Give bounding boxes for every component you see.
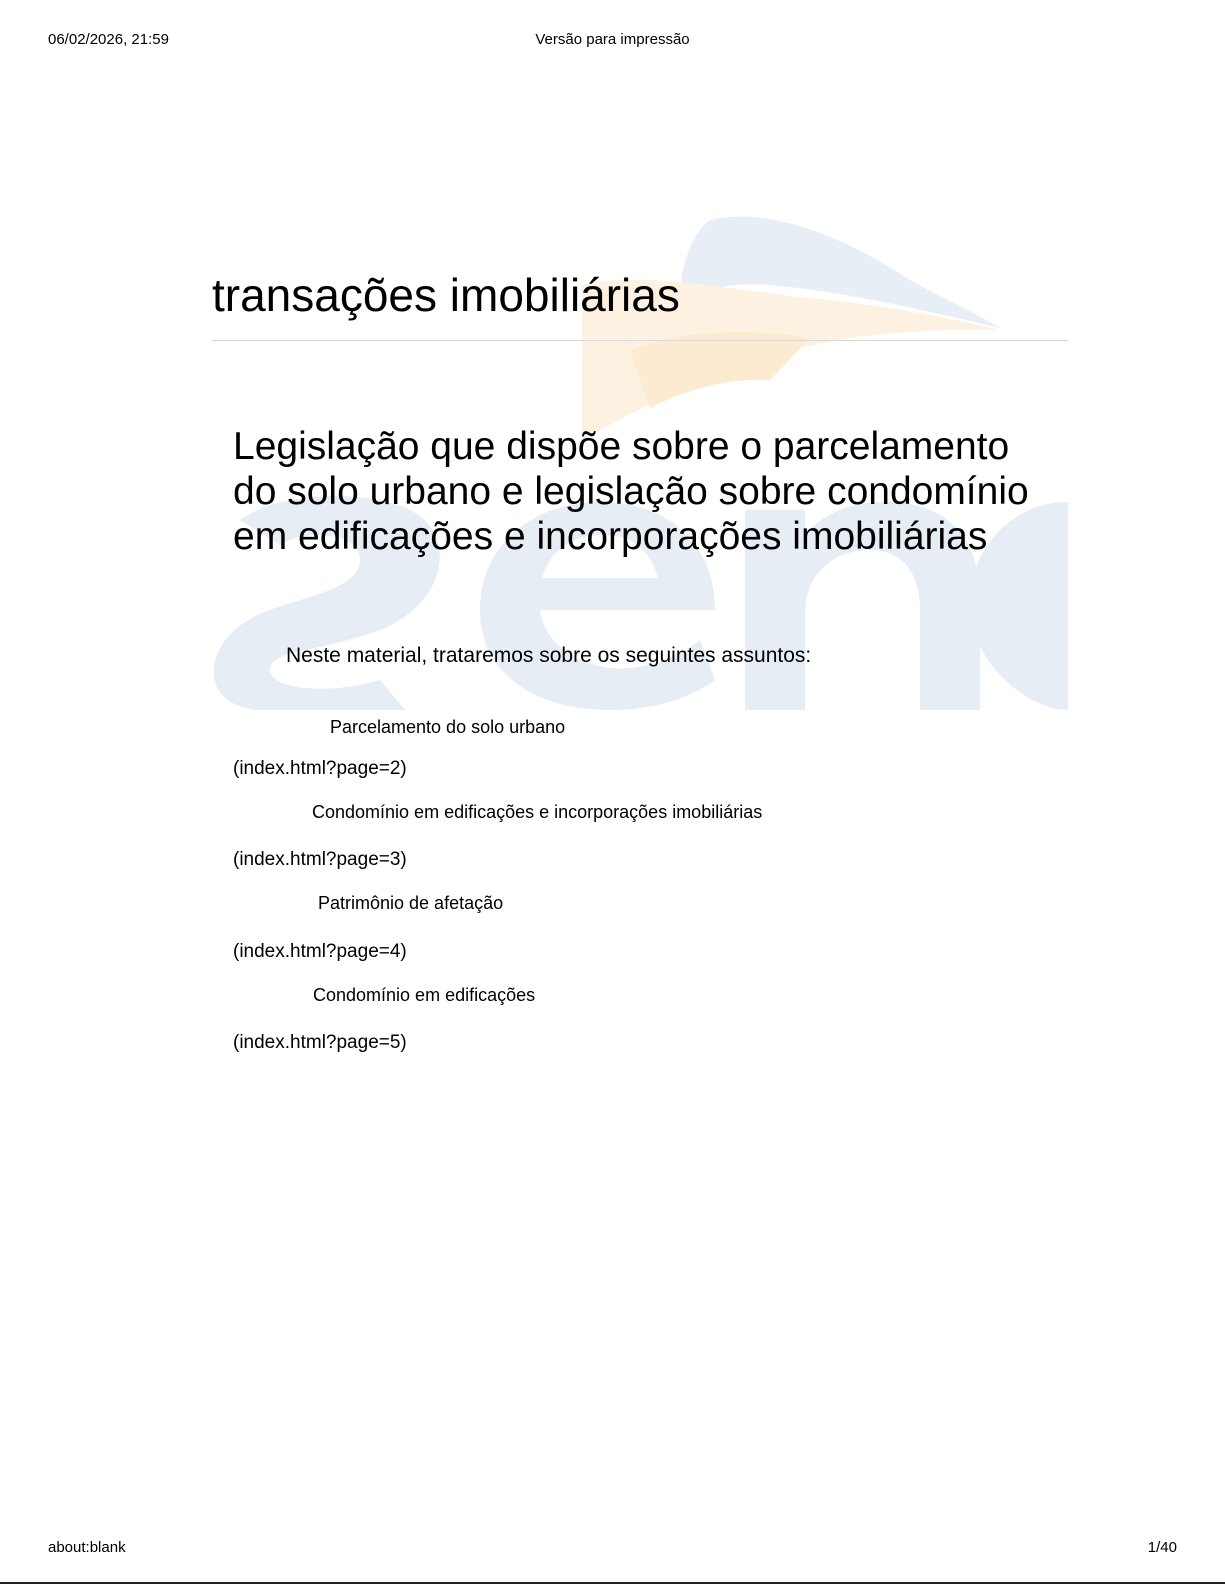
print-page-number: 1/40 (1147, 1539, 1177, 1556)
subtopic-link-patrimonio-afetacao[interactable]: Patrimônio de afetação (318, 893, 504, 913)
subtopic-link-parcelamento[interactable]: Parcelamento do solo urbano (330, 717, 566, 737)
subtopic-href: (index.html?page=4) (233, 941, 407, 962)
subtopic-href: (index.html?page=5) (233, 1032, 407, 1053)
subtopic-href: (index.html?page=2) (233, 758, 407, 779)
topic-heading: Legislação que dispõe sobre o parcelamento do solo urbano e legislação sobre condomínio em edificações e incorporações imobiliárias (233, 425, 1029, 558)
intro-text: Neste material, trataremos sobre os seguintes assuntos: (286, 644, 812, 667)
print-header-title: Versão para impressão (535, 31, 690, 48)
title-divider (212, 340, 1068, 341)
print-footer-url: about:blank (48, 1539, 126, 1556)
print-datetime: 06/02/2026, 21:59 (48, 31, 169, 48)
subtopic-href: (index.html?page=3) (233, 849, 407, 870)
bottom-divider (0, 1582, 1225, 1584)
subtopic-link-condominio-incorporacoes[interactable]: Condomínio em edificações e incorporações imobiliárias (312, 802, 763, 822)
subtopic-link-condominio-edificacoes[interactable]: Condomínio em edificações (313, 985, 536, 1005)
course-title: transações imobiliárias (212, 269, 680, 321)
